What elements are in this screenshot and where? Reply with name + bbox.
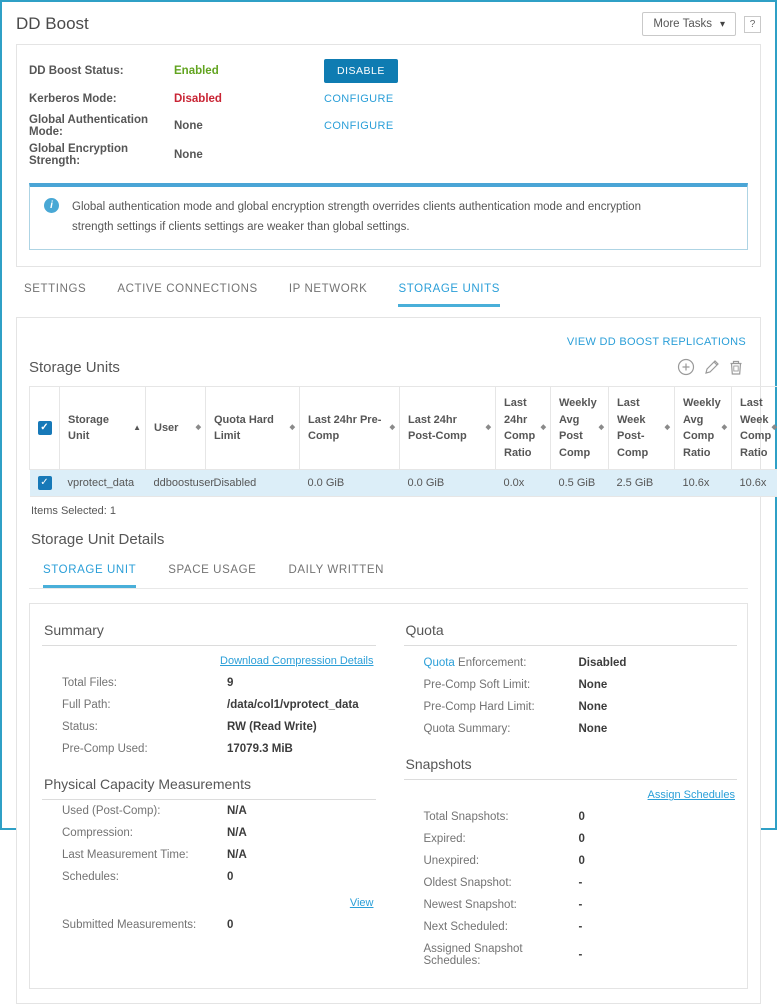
total-snapshots-link[interactable]: Total Snapshots: [424,811,579,823]
total-files-row: Total Files: 9 [42,672,376,694]
details-right-column [404,620,738,972]
info-icon: i [44,198,59,213]
tab-active-connections[interactable]: ACTIVE CONNECTIONS [117,283,258,307]
pre-comp-used-row: Pre-Comp Used: 17079.3 MiB [42,738,376,760]
view-link[interactable]: View [350,897,374,909]
details-tabs [29,562,748,589]
full-path-row: Full Path: /data/col1/vprotect_data [42,694,376,716]
sort-icon: ◆ [290,423,295,434]
details-panel [29,603,748,989]
used-post-comp-row: Used (Post-Comp): N/A [42,800,376,822]
trash-icon [728,359,744,376]
col-last-week-post-comp[interactable]: Last Week Post-Comp ◆ [609,387,675,470]
status-row-kerberos [29,88,748,109]
edit-storage-unit-button[interactable] [699,359,724,376]
sort-asc-icon: ▲ [133,422,141,434]
select-all-checkbox[interactable]: ✓ [38,421,52,435]
global-auth-mode-label: Global Authentication Mode: [29,114,174,138]
kerberos-mode-label: Kerberos Mode: [29,93,174,105]
expired-row: Expired: 0 [404,828,738,850]
tab-ip-network[interactable]: IP NETWORK [289,283,368,307]
col-last-week-comp-ratio[interactable]: Last Week Comp Ratio ◆ [732,387,777,470]
cell-storage-unit: vprotect_data [60,470,146,497]
storage-units-panel [16,317,761,1004]
delete-storage-unit-button[interactable] [724,359,748,376]
quota-summary-row: Quota Summary: None [404,718,738,740]
cell-last-24hr-post-comp: 0.0 GiB [400,470,496,497]
last-measurement-time-row: Last Measurement Time: N/A [42,844,376,866]
col-last-24hr-post-comp[interactable]: Last 24hr Post-Comp ◆ [400,387,496,470]
info-banner-text: Global authentication mode and global encryption strength overrides clients authentication mode and encryption strength settings if clients settings are weaker than global settings. [72,201,641,233]
view-row [42,888,376,914]
quota-enforcement-row: Quota Enforcement: Disabled [404,652,738,674]
cell-last-24hr-comp-ratio: 0.0x [496,470,551,497]
boost-status-value: Enabled [174,65,324,77]
status-row-boost [29,59,748,83]
submitted-measurements-row: Submitted Measurements: 0 [42,914,376,936]
col-last-24hr-comp-ratio[interactable]: Last 24hr Comp Ratio ◆ [496,387,551,470]
newest-snapshot-row: Newest Snapshot: - [404,894,738,916]
sort-icon: ◆ [599,423,604,434]
items-selected-text: Items Selected: 1 [31,505,748,517]
col-quota-hard-limit[interactable]: Quota Hard Limit ◆ [206,387,300,470]
tab-daily-written[interactable]: DAILY WRITTEN [288,564,384,588]
schedules-row: Schedules: 0 [42,866,376,888]
cell-quota-hard-limit: Disabled [206,470,300,497]
kerberos-mode-value: Disabled [174,93,324,105]
cell-last-week-post-comp: 2.5 GiB [609,470,675,497]
table-header-row [30,387,777,470]
status-row-auth-mode [29,114,748,138]
pre-comp-hard-limit-row: Pre-Comp Hard Limit: None [404,696,738,718]
cell-last-24hr-pre-comp: 0.0 GiB [300,470,400,497]
cell-weekly-avg-post-comp: 0.5 GiB [551,470,609,497]
storage-units-heading: Storage Units [29,359,673,376]
replications-row [29,328,748,352]
cell-last-week-comp-ratio: 10.6x [732,470,777,497]
storage-units-header [29,358,748,376]
snapshots-heading: Snapshots [404,754,738,780]
pencil-icon [703,359,720,376]
configure-kerberos-link[interactable]: CONFIGURE [324,93,394,105]
summary-heading: Summary [42,620,376,646]
assign-schedules-row [404,780,738,806]
view-dd-boost-replications-link[interactable]: VIEW DD BOOST REPLICATIONS [567,336,746,348]
col-weekly-avg-comp-ratio[interactable]: Weekly Avg Comp Ratio ◆ [675,387,732,470]
next-scheduled-row: Next Scheduled: - [404,916,738,938]
caret-down-icon: ▾ [720,19,725,30]
sort-icon: ◆ [722,423,727,434]
global-auth-mode-value: None [174,120,324,132]
status-panel [16,44,761,267]
tab-storage-unit[interactable]: STORAGE UNIT [43,564,136,588]
tab-space-usage[interactable]: SPACE USAGE [168,564,256,588]
status-row-encryption [29,143,748,167]
sort-icon: ◆ [390,423,395,434]
oldest-snapshot-row: Oldest Snapshot: - [404,872,738,894]
boost-status-label: DD Boost Status: [29,65,174,77]
pre-comp-soft-limit-row: Pre-Comp Soft Limit: None [404,674,738,696]
more-tasks-label: More Tasks [653,18,712,30]
col-user[interactable]: User ◆ [146,387,206,470]
col-weekly-avg-post-comp[interactable]: Weekly Avg Post Comp ◆ [551,387,609,470]
sort-icon: ◆ [665,423,670,434]
physical-capacity-heading: Physical Capacity Measurements [42,774,376,800]
plus-circle-icon [677,358,695,376]
col-storage-unit[interactable]: Storage Unit ▲ [60,387,146,470]
quota-link[interactable]: Quota [424,657,455,669]
global-encryption-value: None [174,149,324,161]
help-button[interactable]: ? [744,16,761,33]
cell-weekly-avg-comp-ratio: 10.6x [675,470,732,497]
compression-row: Compression: N/A [42,822,376,844]
info-banner [29,183,748,250]
storage-unit-details-heading: Storage Unit Details [31,531,748,548]
download-row [42,646,376,672]
main-tabs [16,267,761,307]
global-encryption-label: Global Encryption Strength: [29,143,174,167]
status-row: Status: RW (Read Write) [42,716,376,738]
quota-heading: Quota [404,620,738,646]
assign-schedules-link[interactable]: Assign Schedules [648,789,735,801]
table-row-vprotect-data[interactable] [30,470,777,497]
assigned-snapshot-schedules-row: Assigned Snapshot Schedules: - [404,938,738,972]
sort-icon: ◆ [541,423,546,434]
row-checkbox[interactable]: ✓ [38,476,52,490]
dd-boost-page [2,2,775,1004]
configure-auth-link[interactable]: CONFIGURE [324,120,394,132]
unexpired-row: Unexpired: 0 [404,850,738,872]
details-left-column [42,620,376,972]
sort-icon: ◆ [196,423,201,434]
tab-storage-units[interactable]: STORAGE UNITS [398,283,500,307]
tab-settings[interactable]: SETTINGS [24,283,86,307]
sort-icon: ◆ [486,423,491,434]
add-storage-unit-button[interactable] [673,358,699,376]
disable-button[interactable]: DISABLE [324,59,398,83]
storage-units-table [29,386,777,497]
sort-icon: ◆ [772,423,777,434]
page-title: DD Boost [16,14,642,34]
col-last-24hr-pre-comp[interactable]: Last 24hr Pre-Comp ◆ [300,387,400,470]
total-snapshots-row: Total Snapshots: 0 [404,806,738,828]
more-tasks-button[interactable] [642,12,736,36]
download-compression-details-link[interactable]: Download Compression Details [220,655,373,667]
page-header [16,2,761,44]
cell-user: ddboostuser [146,470,206,497]
